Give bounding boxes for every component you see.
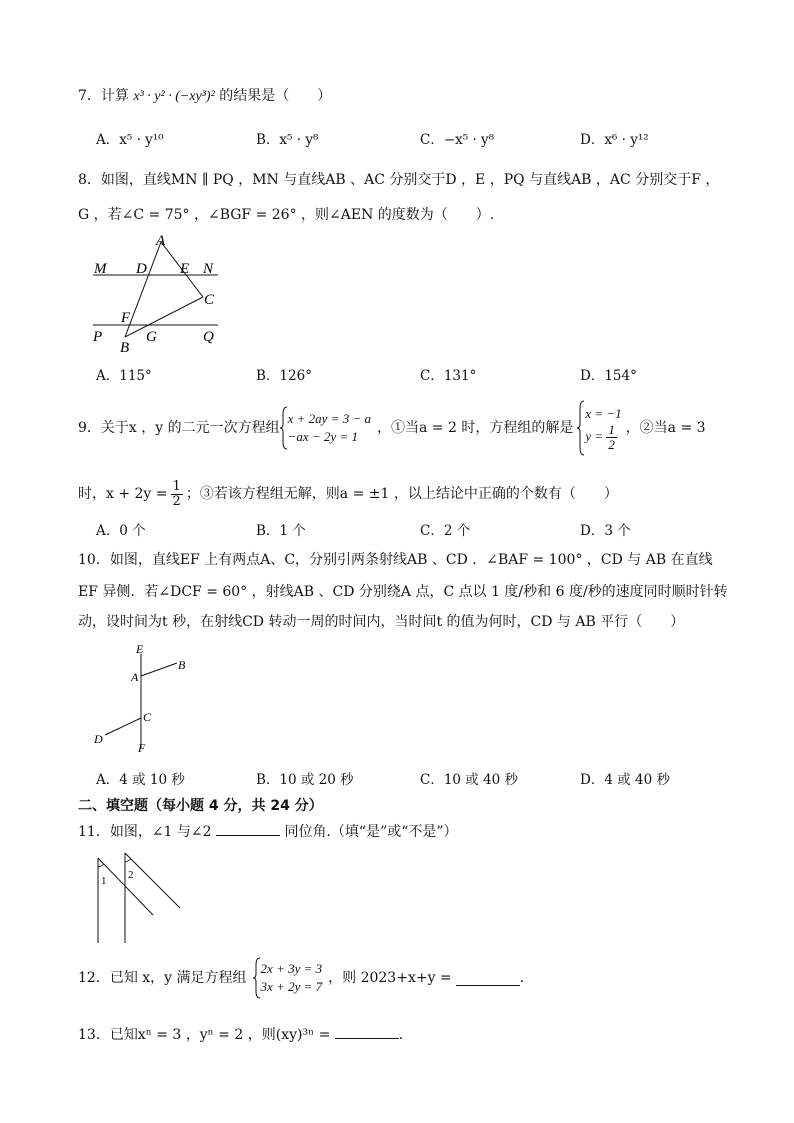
q12-system: 2x + 3y = 3 3x + 2y = 7 (260, 961, 323, 994)
section-heading: 二、填空题（每小题 4 分，共 24 分） (78, 798, 323, 814)
q11-number: 11． (78, 824, 110, 840)
q10-stem-line3: 动，设时间为t 秒，在射线CD 转动一周的时间内，当时间t 的值为何时，CD 与 AB 平行（ ） (78, 614, 685, 630)
q8-stem-line1: 8．如图，直线MN ∥ PQ ，MN 与直线AB 、AC 分别交于D ，E ，PQ 与直线AB ，AC 分别交于F ， (78, 172, 720, 188)
q7-option-b: B．x⁵ · y⁸ (256, 132, 319, 148)
label-d: D (136, 261, 147, 277)
label-b: B (120, 340, 130, 355)
q9-system: x + 2ay = 3 − a −ax − 2y = 1 (287, 411, 371, 444)
angle-2-label: 2 (128, 869, 134, 881)
q7-stem: 7．计算 x³ · y² · (−xy³)² 的结果是（ ） (78, 88, 332, 104)
q13-stem: 13．已知xⁿ = 3 ，yⁿ = 2 ，则(xy)³ⁿ = . (78, 1024, 403, 1045)
q7-option-a: A．x⁵ · y¹⁰ (96, 132, 164, 148)
label-a: A (156, 233, 166, 249)
q10-option-d: D．4 或 40 秒 (580, 772, 670, 788)
label-q: Q (203, 329, 214, 345)
q7-option-c: C．−x⁵ · y⁸ (420, 132, 495, 148)
q12-number: 12． (78, 970, 110, 986)
q10-option-a: A．4 或 10 秒 (96, 772, 185, 788)
q10-number: 10． (78, 552, 110, 568)
left-brace-icon (280, 406, 288, 450)
label-d: D (94, 732, 103, 746)
label-b: B (178, 658, 186, 672)
label-c: C (204, 292, 215, 308)
q10-figure (88, 640, 198, 760)
answer-blank[interactable] (216, 821, 280, 836)
q10-option-b: B．10 或 20 秒 (256, 772, 354, 788)
q9-option-d: D．3 个 (580, 523, 631, 539)
q9-stem-line2: 时，x + 2y = $\frac{1}{2}$ ；③若该方程组无解，则a = ±1 ，以上结论中正确的个数有（ ） (78, 478, 618, 509)
label-m: M (94, 261, 107, 277)
label-c: C (143, 710, 152, 724)
answer-blank[interactable] (335, 1024, 399, 1039)
q11-figure (88, 848, 188, 948)
label-n: N (203, 261, 214, 277)
angle-1-label: 1 (101, 875, 107, 887)
q7-option-d: D．x⁶ · y¹² (580, 132, 649, 148)
q10-stem-line1: 10．如图，直线EF 上有两点A、C，分别引两条射线AB 、CD ．∠BAF = 100° ，CD 与 AB 在直线 (78, 552, 713, 568)
label-f: F (138, 741, 146, 755)
q8-option-c: C．131° (420, 368, 477, 384)
q11-stem: 11．如图，∠1 与∠2 同位角.（填“是”或“不是”） (78, 821, 458, 842)
q10-option-c: C．10 或 40 秒 (420, 772, 519, 788)
q8-stem-line2: G ，若∠C = 75° ，∠BGF = 26° ，则∠AEN 的度数为（ ）. (78, 207, 495, 223)
q9-number: 9． (78, 420, 101, 436)
q12-stem: 12． 已知 x，y 满足方程组 2x + 3y = 3 3x + 2y = 7 ，则 2023+x+y = . (78, 956, 524, 1000)
label-f: F (121, 310, 131, 326)
label-p: P (93, 329, 103, 345)
label-e: E (180, 261, 190, 277)
q9-option-a: A．0 个 (96, 523, 146, 539)
q10-stem-line2: EF 异侧．若∠DCF = 60° ，射线AB 、CD 分别绕A 点，C 点以 1 度/秒和 6 度/秒的速度同时顺时针转 (78, 584, 728, 600)
q8-option-a: A．115° (96, 368, 152, 384)
left-brace-icon (253, 957, 261, 999)
q9-solution: x = −1 y = $\frac{1}{2}$ (585, 405, 622, 452)
label-a: A (131, 670, 139, 684)
answer-blank[interactable] (456, 971, 520, 986)
q9-option-c: C．2 个 (420, 523, 471, 539)
q7-expression: x³ · y² · (−xy³)² (133, 89, 215, 104)
q8-option-b: B．126° (256, 368, 312, 384)
q7-number: 7． (78, 88, 101, 104)
label-g: G (146, 329, 157, 345)
q8-figure (88, 230, 238, 355)
q13-number: 13． (78, 1027, 110, 1043)
q8-option-d: D．154° (580, 368, 637, 384)
q9-stem-line1: 9． 关于x ，y 的二元一次方程组 x + 2ay = 3 − a −ax − 2y = 1 ，①当a = 2 时，方程组的解是 x = −1 y = $\frac{1}{2}$ ，②当a = 3 (78, 398, 706, 458)
q9-option-b: B．1 个 (256, 523, 306, 539)
label-e: E (136, 642, 144, 656)
q8-number: 8． (78, 172, 101, 188)
